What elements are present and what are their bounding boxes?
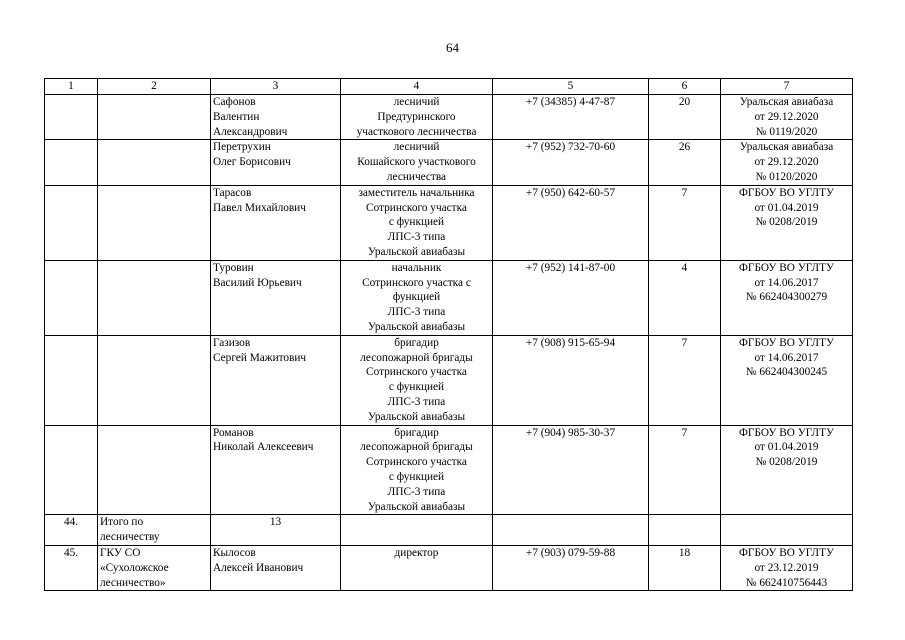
phone-cell: +7 (950) 642-60-57 <box>493 185 649 260</box>
position-cell-line: бригадир <box>394 336 439 349</box>
position-cell-line: Уральской авиабазы <box>367 320 466 333</box>
phone-cell: +7 (952) 141-87-00 <box>493 260 649 335</box>
person-name-cell <box>211 95 341 140</box>
certificate-cell <box>721 515 853 546</box>
phone-cell: +7 (34385) 4-47-87 <box>493 95 649 140</box>
organization-cell-line: лесничество» <box>100 576 166 589</box>
position-cell-line: лесопожарной бригады <box>360 351 473 364</box>
position-cell-line: бригадир <box>394 426 439 439</box>
organization-cell <box>98 185 211 260</box>
organization-cell-line: лесничеству <box>100 531 160 544</box>
row-number-cell <box>45 335 98 425</box>
organization-cell <box>98 335 211 425</box>
table-row <box>45 335 853 425</box>
position-cell-line: заместитель начальника <box>358 186 475 199</box>
organization-cell-line: Итого по <box>100 516 144 529</box>
certificate-cell-line: от 29.12.2020 <box>754 110 819 123</box>
certificate-cell <box>721 185 853 260</box>
person-name-cell-line: Павел Михайлович <box>213 201 306 214</box>
person-name-cell-line: Василий Юрьевич <box>213 276 302 289</box>
col-number-4: 4 <box>341 79 493 95</box>
position-cell <box>341 140 493 185</box>
row-number-cell <box>45 185 98 260</box>
certificate-cell-line: от 01.04.2019 <box>754 441 819 454</box>
col-number-1: 1 <box>45 79 98 95</box>
position-cell-line: Сотринского участка <box>366 366 467 379</box>
row-number-cell: 45. <box>45 545 98 590</box>
position-cell-line: Уральской авиабазы <box>367 245 466 258</box>
position-cell-line: начальник <box>391 261 442 274</box>
position-cell <box>341 515 493 546</box>
position-cell-line: лесничий <box>393 96 440 108</box>
col-number-6: 6 <box>649 79 721 95</box>
person-name-cell: 13 <box>211 515 341 546</box>
certificate-cell <box>721 425 853 515</box>
table-row <box>45 260 853 335</box>
position-cell <box>341 335 493 425</box>
certificate-cell-line: ФГБОУ ВО УГЛТУ <box>739 336 834 349</box>
position-cell <box>341 260 493 335</box>
position-cell <box>341 425 493 515</box>
position-cell <box>341 95 493 140</box>
certificate-cell <box>721 335 853 425</box>
certificate-cell-line: ФГБОУ ВО УГЛТУ <box>739 261 834 274</box>
position-cell <box>341 545 493 590</box>
position-cell <box>341 185 493 260</box>
position-cell-line: с функцией <box>388 381 445 394</box>
row-number-cell <box>45 140 98 185</box>
person-name-cell-line: Газизов <box>213 336 251 349</box>
position-cell-line: ЛПС-3 типа <box>387 231 446 244</box>
certificate-cell-line: от 29.12.2020 <box>754 156 819 169</box>
certificate-cell-line: от 14.06.2017 <box>754 351 819 364</box>
row-number-cell <box>45 425 98 515</box>
col-number-7: 7 <box>721 79 853 95</box>
col-number-3: 3 <box>211 79 341 95</box>
experience-cell: 7 <box>649 425 721 515</box>
position-cell-line: Кошайского участкового <box>357 156 476 169</box>
position-cell-line: функцией <box>392 291 441 304</box>
person-name-cell <box>211 140 341 185</box>
experience-cell: 7 <box>649 185 721 260</box>
table-row <box>45 185 853 260</box>
person-name-cell-line: Тарасов <box>213 186 252 199</box>
organization-cell <box>98 140 211 185</box>
person-name-cell <box>211 425 341 515</box>
row-number-cell <box>45 95 98 140</box>
position-cell-line: Уральской авиабазы <box>367 500 466 513</box>
person-name-cell-line: Валентин <box>213 110 260 123</box>
position-cell-line: ЛПС-3 типа <box>387 485 446 498</box>
organization-cell <box>98 515 211 546</box>
table-row <box>45 425 853 515</box>
page-number: 64 <box>446 40 459 55</box>
person-name-cell-line: Сафонов <box>213 96 256 108</box>
position-cell-line: Уральской авиабазы <box>367 410 466 423</box>
phone-cell: +7 (952) 732-70-60 <box>493 140 649 185</box>
person-name-cell-line: Олег Борисович <box>213 156 291 169</box>
certificate-cell-line: № 0119/2020 <box>755 125 818 138</box>
person-name-cell <box>211 335 341 425</box>
experience-cell: 20 <box>649 95 721 140</box>
certificate-cell <box>721 140 853 185</box>
table-row <box>45 95 853 140</box>
position-cell-line: ЛПС-3 типа <box>387 395 446 408</box>
organization-cell-line: «Сухоложское <box>100 561 169 574</box>
position-cell-line: Сотринского участка с <box>362 276 471 289</box>
person-name-cell-line: Александрович <box>213 125 288 138</box>
person-name-cell-line: Алексей Иванович <box>213 561 304 574</box>
position-cell-line: директор <box>394 546 439 559</box>
experience-cell: 7 <box>649 335 721 425</box>
person-name-cell <box>211 545 341 590</box>
position-cell-line: Сотринского участка <box>366 456 467 469</box>
certificate-cell-line: Уральская авиабаза <box>739 141 834 154</box>
organization-cell <box>98 545 211 590</box>
table-row <box>45 140 853 185</box>
position-cell-line: Предтуринского <box>377 110 456 123</box>
certificate-cell-line: от 14.06.2017 <box>754 276 819 289</box>
certificate-cell-line: № 0208/2019 <box>755 216 818 229</box>
person-name-cell-line: Романов <box>213 426 254 439</box>
table-row <box>45 545 853 590</box>
column-number-row <box>45 79 853 95</box>
col-number-2: 2 <box>98 79 211 95</box>
organization-cell-line: ГКУ СО <box>100 546 141 559</box>
certificate-cell-line: № 662404300279 <box>745 291 828 304</box>
organization-cell <box>98 425 211 515</box>
certificate-cell-line: Уральская авиабаза <box>739 96 834 108</box>
certificate-cell-line: ФГБОУ ВО УГЛТУ <box>739 546 834 559</box>
certificate-cell <box>721 260 853 335</box>
position-cell-line: участкового лесничества <box>356 125 477 138</box>
certificate-cell-line: № 662404300245 <box>745 366 828 379</box>
certificate-cell <box>721 95 853 140</box>
organization-cell <box>98 95 211 140</box>
person-name-cell-line: Туровин <box>213 261 254 274</box>
person-name-cell-line: Николай Алексеевич <box>213 441 314 454</box>
row-number-cell: 44. <box>45 515 98 546</box>
phone-cell: +7 (904) 985-30-37 <box>493 425 649 515</box>
person-name-cell-line: Перетрухин <box>213 141 271 154</box>
phone-cell <box>493 515 649 546</box>
person-name-cell-line: Кылосов <box>213 546 256 559</box>
position-cell-line: Сотринского участка <box>366 201 467 214</box>
certificate-cell-line: ФГБОУ ВО УГЛТУ <box>739 186 834 199</box>
certificate-cell-line: № 0120/2020 <box>755 170 818 183</box>
foresters-table <box>44 78 853 591</box>
phone-cell: +7 (908) 915-65-94 <box>493 335 649 425</box>
person-name-cell-line: Сергей Мажитович <box>213 351 307 364</box>
row-number-cell <box>45 260 98 335</box>
position-cell-line: с функцией <box>388 470 445 483</box>
position-cell-line: лесничества <box>386 170 447 183</box>
experience-cell: 4 <box>649 260 721 335</box>
certificate-cell-line: № 0208/2019 <box>755 456 818 469</box>
position-cell-line: лесничий <box>393 141 440 154</box>
certificate-cell-line: № 662410756443 <box>745 576 828 589</box>
organization-cell <box>98 260 211 335</box>
position-cell-line: ЛПС-3 типа <box>387 306 446 319</box>
person-name-cell <box>211 185 341 260</box>
experience-cell <box>649 515 721 546</box>
phone-cell: +7 (903) 079-59-88 <box>493 545 649 590</box>
certificate-cell-line: от 23.12.2019 <box>754 561 819 574</box>
total-row <box>45 515 853 546</box>
position-cell-line: лесопожарной бригады <box>360 441 473 454</box>
certificate-cell-line: ФГБОУ ВО УГЛТУ <box>739 426 834 439</box>
certificate-cell <box>721 545 853 590</box>
experience-cell: 26 <box>649 140 721 185</box>
experience-cell: 18 <box>649 545 721 590</box>
position-cell-line: с функцией <box>388 216 445 229</box>
col-number-5: 5 <box>493 79 649 95</box>
person-name-cell <box>211 260 341 335</box>
certificate-cell-line: от 01.04.2019 <box>754 201 819 214</box>
